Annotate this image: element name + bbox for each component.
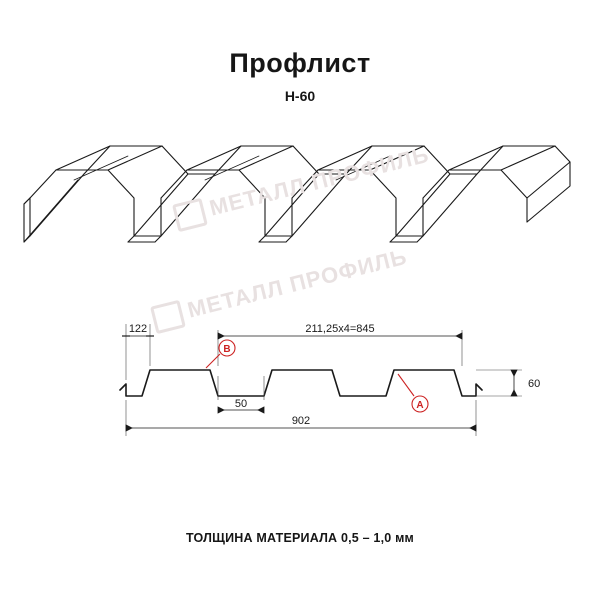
watermark-text: МЕТАЛЛ ПРОФИЛЬ [184,243,410,323]
material-thickness-note: ТОЛЩИНА МАТЕРИАЛА 0,5 – 1,0 мм [186,531,414,545]
watermark-text: МЕТАЛЛ ПРОФИЛЬ [206,141,432,221]
dimension-top-span: 211,25х4=845 [305,323,375,335]
dimension-valley-width: 50 [234,398,248,410]
dimension-overall-width: 902 [291,415,311,427]
callout-b-label: B [223,344,231,355]
isometric-profile-view [10,126,590,276]
page-title: Профлист [229,48,371,78]
dimension-first-flange: 122 [128,323,148,335]
isometric-profile-svg [10,126,590,276]
section-dimension-view [10,310,590,450]
section-dimension-svg [10,310,590,450]
product-code: Н-60 [284,88,316,104]
callout-a-label: A [416,400,424,411]
dimension-height: 60 [528,378,541,390]
